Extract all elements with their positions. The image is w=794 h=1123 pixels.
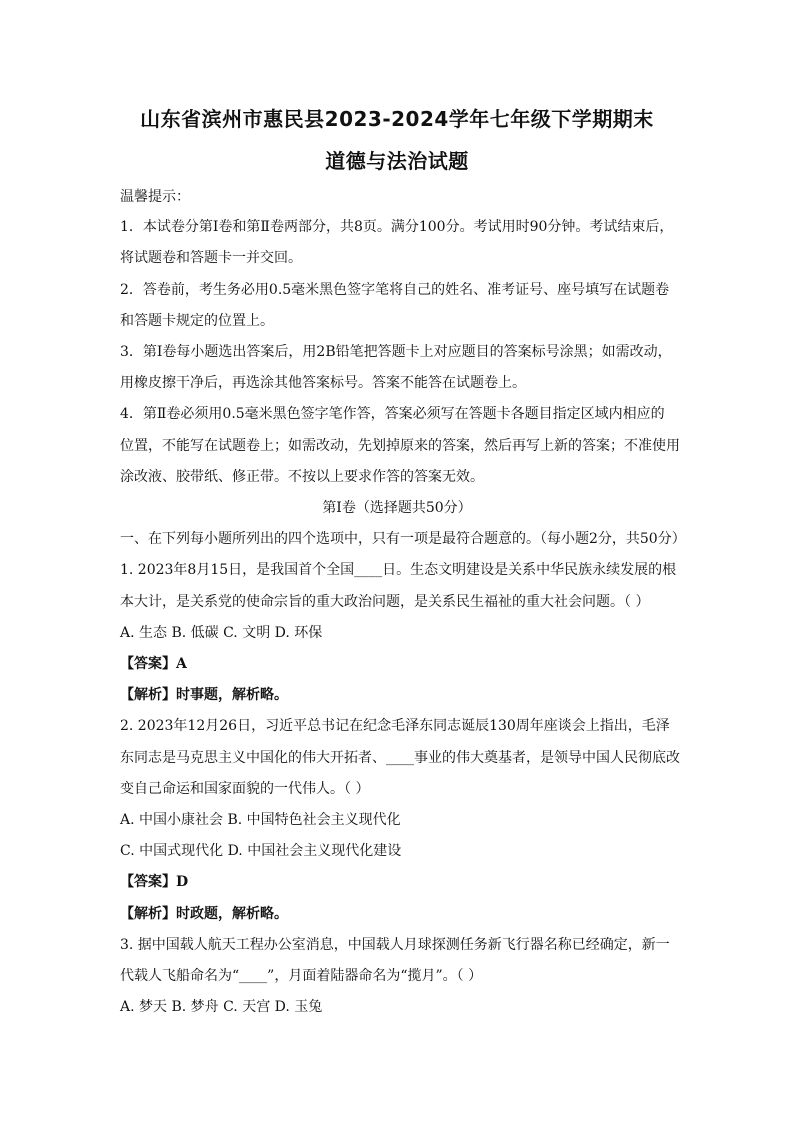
question-3-options: A. 梦天 B. 梦舟 C. 天宫 D. 玉兔 (120, 999, 323, 1015)
question-1-stem: 本大计，是关系党的使命宗旨的重大政治问题，是关系民生福祉的重大社会问题。（ ） (120, 594, 650, 610)
notice-line: 3．第Ⅰ卷每小题选出答案后，用2B铅笔把答题卡上对应题目的答案标号涂黑；如需改动， (120, 344, 672, 360)
exam-title: 山东省滨州市惠民县2023-2024学年七年级下学期期末 (140, 107, 654, 131)
question-2-options: C. 中国式现代化 D. 中国社会主义现代化建设 (120, 843, 402, 859)
notice-line: 用橡皮擦干净后，再选涂其他答案标号。答案不能答在试题卷上。 (120, 375, 526, 391)
section-heading: 第Ⅰ卷（选择题共50分） (322, 500, 472, 516)
question-1-answer: 【答案】A (120, 656, 187, 672)
question-1-analysis: 【解析】时事题，解析略。 (120, 687, 288, 703)
notice-line: 4．第Ⅱ卷必须用0.5毫米黑色签字笔作答，答案必须写在答题卡各题目指定区域内相应的 (120, 406, 665, 422)
question-1-options: A. 生态 B. 低碳 C. 文明 D. 环保 (120, 625, 323, 641)
notice-heading: 温馨提示： (120, 189, 190, 205)
notice-line: 位置，不能写在试题卷上；如需改动，先划掉原来的答案，然后再写上新的答案；不准使用 (120, 438, 680, 454)
notice-line: 和答题卡规定的位置上。 (120, 313, 274, 329)
part-instruction: 一、在下列每小题所列出的四个选项中，只有一项是最符合题意的。（每小题2分，共50分） (120, 531, 686, 547)
question-3-stem: 3. 据中国载人航天工程办公室消息，中国载人月球探测任务新飞行器名称已经确定，新一 (120, 937, 670, 953)
question-2-options: A. 中国小康社会 B. 中国特色社会主义现代化 (120, 812, 401, 828)
question-2-stem: 东同志是马克思主义中国化的伟大开拓者、____事业的伟大奠基者，是领导中国人民彻底改 (120, 750, 680, 766)
question-3-stem: 代载人飞船命名为“____”，月面着陆器命名为“揽月”。（ ） (120, 968, 483, 984)
question-1-stem: 1. 2023年8月15日，是我国首个全国____日。生态文明建设是关系中华民族永续发展的根 (120, 562, 677, 578)
notice-line: 1．本试卷分第Ⅰ卷和第Ⅱ卷两部分，共8页。满分100分。考试用时90分钟。考试结束后， (120, 219, 674, 235)
notice-line: 涂改液、胶带纸、修正带。不按以上要求作答的答案无效。 (120, 469, 484, 485)
notice-line: 将试题卷和答题卡一并交回。 (120, 250, 302, 266)
question-2-answer: 【答案】D (120, 874, 189, 890)
question-2-analysis: 【解析】时政题，解析略。 (120, 906, 288, 922)
exam-subtitle: 道德与法治试题 (325, 149, 469, 173)
question-2-stem: 变自己命运和国家面貌的一代伟人。（ ） (120, 781, 370, 797)
question-2-stem: 2. 2023年12月26日，习近平总书记在纪念毛泽东同志诞辰130周年座谈会上指出，毛泽 (120, 718, 670, 734)
notice-line: 2．答卷前，考生务必用0.5毫米黑色签字笔将自己的姓名、准考证号、座号填写在试题卷 (120, 282, 670, 298)
